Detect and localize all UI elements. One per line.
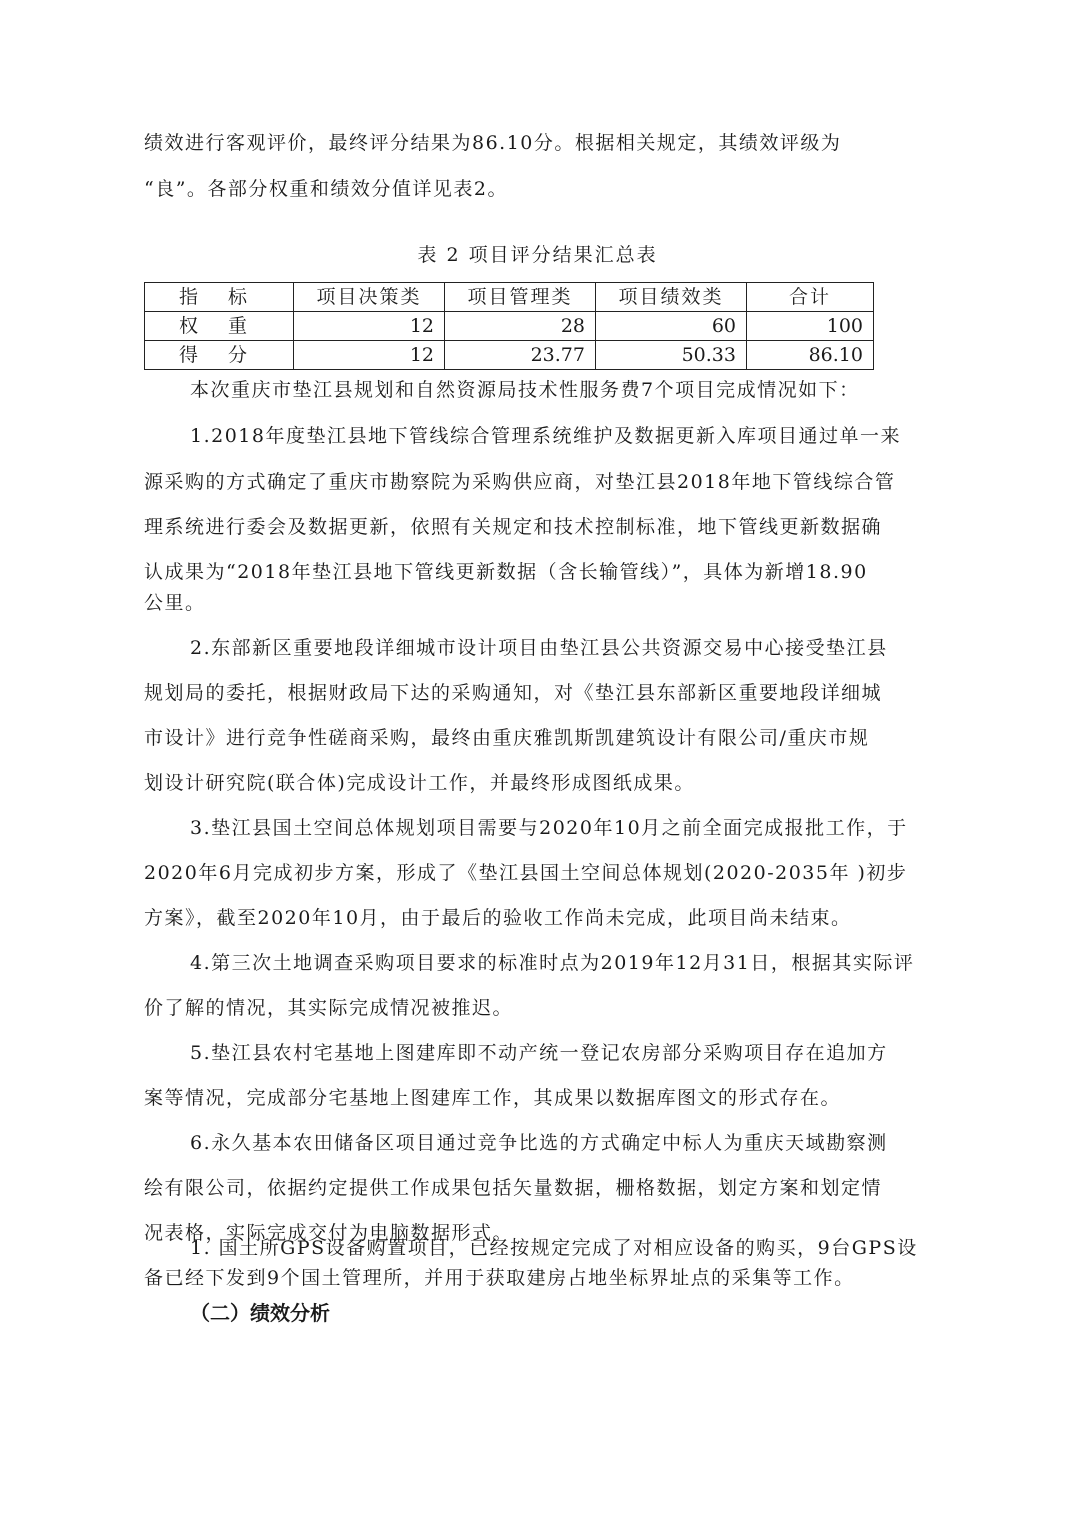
table-cell: 100: [747, 312, 874, 341]
body-line: 划设计研究院(联合体)完成设计工作，并最终形成图纸成果。: [144, 772, 695, 794]
score-summary-table: [144, 282, 874, 370]
section-heading: （二）绩效分析: [190, 1301, 330, 1325]
body-line: 方案》，截至2020年10月，由于最后的验收工作尚未完成，此项目尚未结束。: [144, 907, 852, 929]
table-cell: 12: [294, 312, 445, 341]
body-line: 案等情况，完成部分宅基地上图建库工作，其成果以数据库图文的形式存在。: [144, 1087, 842, 1109]
table-cell: 权 重: [145, 312, 294, 341]
body-line: 本次重庆市垫江县规划和自然资源局技术性服务费7个项目完成情况如下：: [190, 379, 860, 401]
body-line: 3.垫江县国土空间总体规划项目需要与2020年10月之前全面完成报批工作，于: [190, 817, 908, 839]
body-line: 认成果为“2018年垫江县地下管线更新数据（含长输管线）”，具体为新增18.90: [144, 561, 868, 583]
table-cell: 23.77: [445, 341, 596, 370]
body-line: 备已经下发到9个国土管理所，并用于获取建房占地坐标界址点的采集等工作。: [144, 1267, 855, 1289]
table-cell: 合计: [747, 283, 874, 312]
table-cell: 50.33: [596, 341, 747, 370]
table-cell: 12: [294, 341, 445, 370]
body-line: 绘有限公司，依据约定提供工作成果包括矢量数据，栅格数据，划定方案和划定情: [144, 1177, 883, 1199]
body-line: 6.永久基本农田储备区项目通过竞争比选的方式确定中标人为重庆天域勘察测: [190, 1132, 888, 1154]
body-line: 市设计》进行竞争性磋商采购，最终由重庆雅凯斯凯建筑设计有限公司/重庆市规: [144, 727, 870, 749]
table-caption: 表 2 项目评分结果汇总表: [417, 244, 658, 266]
table-cell: 项目决策类: [294, 283, 445, 312]
body-line: 1. 国土所GPS设备购置项目，已经按规定完成了对相应设备的购买，9台GPS设: [190, 1237, 918, 1259]
body-line: 规划局的委托，根据财政局下达的采购通知，对《垫江县东部新区重要地段详细城: [144, 682, 883, 704]
intro-line-1: 绩效进行客观评价，最终评分结果为86.10分。根据相关规定，其绩效评级为: [144, 132, 842, 154]
body-line: 4.第三次土地调查采购项目要求的标准时点为2019年12月31日，根据其实际评: [190, 952, 915, 974]
body-line: 价了解的情况，其实际完成情况被推迟。: [144, 997, 514, 1019]
body-line: 理系统进行委会及数据更新，依照有关规定和技术控制标准，地下管线更新数据确: [144, 516, 883, 538]
table-cell: 指 标: [145, 283, 294, 312]
table-cell: 86.10: [747, 341, 874, 370]
body-line: 2020年6月完成初步方案，形成了《垫江县国土空间总体规划(2020-2035年 )初步: [144, 862, 908, 884]
table-row: [145, 312, 874, 341]
table-row: [145, 341, 874, 370]
body-line: 公里。: [144, 592, 206, 614]
body-line: 1.2018年度垫江县地下管线综合管理系统维护及数据更新入库项目通过单一来: [190, 425, 901, 447]
table-header-row: [145, 283, 874, 312]
table-cell: 28: [445, 312, 596, 341]
table-cell: 60: [596, 312, 747, 341]
body-line: 况表格，实际完成交付为电脑数据形式。: [144, 1222, 514, 1244]
table-cell: 项目绩效类: [596, 283, 747, 312]
body-line: 2.东部新区重要地段详细城市设计项目由垫江县公共资源交易中心接受垫江县: [190, 637, 888, 659]
intro-line-2: “良”。各部分权重和绩效分值详见表2。: [144, 178, 509, 200]
table-cell: 得 分: [145, 341, 294, 370]
body-line: 5.垫江县农村宅基地上图建库即不动产统一登记农房部分采购项目存在追加方: [190, 1042, 888, 1064]
table-cell: 项目管理类: [445, 283, 596, 312]
body-line: 源采购的方式确定了重庆市勘察院为采购供应商，对垫江县2018年地下管线综合管: [144, 471, 896, 493]
